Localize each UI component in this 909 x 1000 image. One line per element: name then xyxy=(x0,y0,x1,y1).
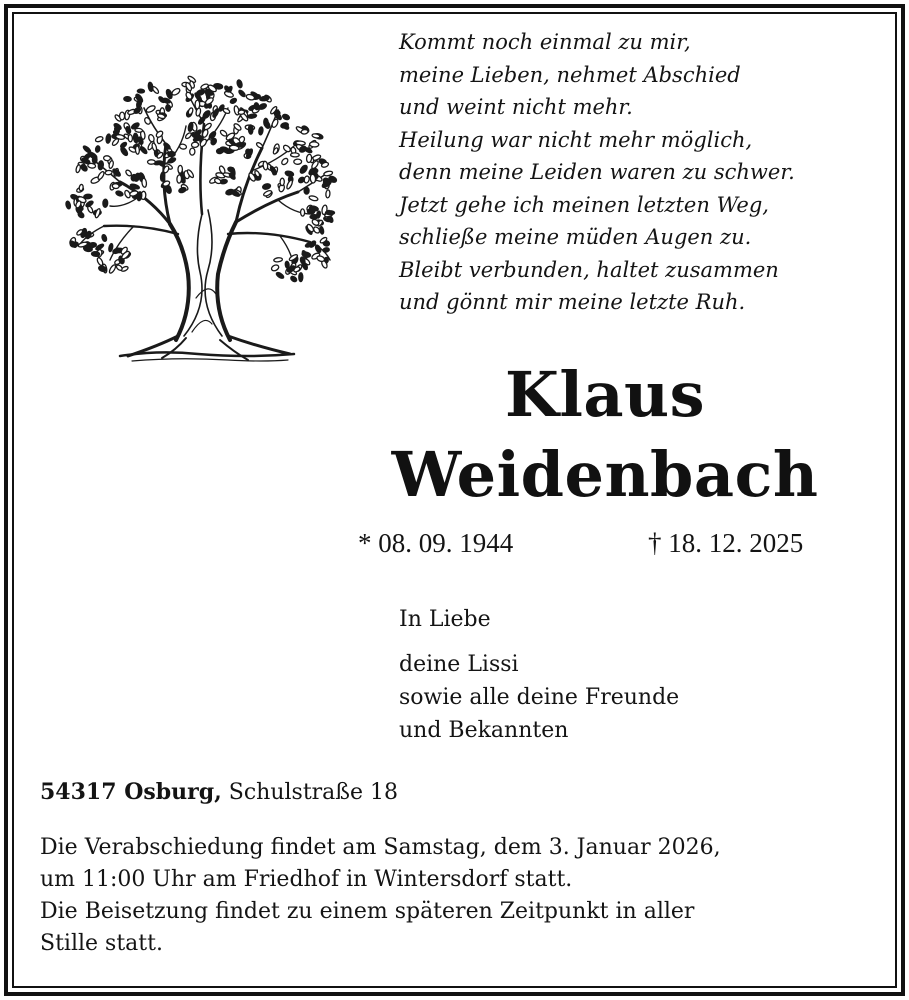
tree-leaf xyxy=(135,146,139,154)
tree-leaf xyxy=(120,146,129,156)
tree-leaf xyxy=(91,251,100,256)
tree-leaf xyxy=(105,170,113,175)
tree-leaf xyxy=(106,134,111,144)
tree-leaf xyxy=(290,275,298,283)
tree-leaf xyxy=(80,164,88,173)
tree-leaf xyxy=(103,156,110,161)
tree-leaf xyxy=(171,87,181,96)
tree-leaf xyxy=(151,143,157,152)
tree-leaf xyxy=(112,183,119,188)
tree-leaf xyxy=(95,136,104,143)
tree-leaf xyxy=(94,208,101,218)
tree-leaf xyxy=(185,132,193,140)
tree-leaf xyxy=(254,102,260,110)
poem-line: und weint nicht mehr. xyxy=(399,95,633,119)
tree-leaf xyxy=(286,179,294,189)
tree-leaf xyxy=(147,160,155,165)
tree-leaf xyxy=(179,144,187,150)
info-line: Stille statt. xyxy=(40,931,163,956)
tree-leaf xyxy=(301,129,308,134)
tree-leaf xyxy=(236,79,243,88)
tree-leaf xyxy=(275,271,284,279)
poem-line: denn meine Leiden waren zu schwer. xyxy=(399,160,795,184)
tree-leaf xyxy=(178,187,187,194)
info-line: Die Verabschiedung findet am Samstag, dem 3. Januar 2026, xyxy=(40,835,721,860)
tree-leaf xyxy=(120,112,125,120)
tree-leaf xyxy=(216,148,223,154)
tree-leaf xyxy=(191,142,198,148)
tree-leaf xyxy=(82,145,91,154)
tree-leaf xyxy=(299,164,309,174)
tree-leaf xyxy=(108,264,116,274)
tree-leaf xyxy=(285,170,295,177)
tree-leaf xyxy=(309,142,319,148)
mourner-line: deine Lissi xyxy=(399,652,519,677)
tree-leaf xyxy=(229,97,237,104)
info-line: Die Beisetzung findet zu einem späteren Zeitpunkt in aller xyxy=(40,899,695,924)
tree-leaf xyxy=(204,97,214,106)
tree-leaf xyxy=(281,157,289,166)
tree-leaf xyxy=(195,100,200,109)
tree-leaf xyxy=(139,146,148,155)
tree-leaf xyxy=(256,142,264,149)
tree-leaf xyxy=(87,163,95,169)
tree-leaf xyxy=(238,110,245,115)
first-name: Klaus xyxy=(504,358,706,431)
tree-leaf xyxy=(219,129,227,137)
poem-line: schließe meine müden Augen zu. xyxy=(399,225,752,249)
tree-leaf xyxy=(196,89,206,97)
tree-leaf xyxy=(263,161,268,170)
tree-leaf xyxy=(135,93,144,103)
tree-leaf xyxy=(148,134,155,143)
tree-leaf xyxy=(280,178,284,186)
tree-leaf xyxy=(75,164,81,173)
tree-leaf xyxy=(148,82,154,92)
tree-leaf xyxy=(291,153,300,157)
poem-line: Heilung war nicht mehr möglich, xyxy=(399,127,753,152)
poem-line: Jetzt gehe ich meinen letzten Weg, xyxy=(399,192,769,217)
tree-leaf xyxy=(98,161,104,171)
tree-leaf xyxy=(326,211,335,215)
tree-leaf xyxy=(115,190,123,197)
tree-leaf xyxy=(294,159,302,164)
tree-leaf xyxy=(307,209,315,215)
tree-leaf xyxy=(304,187,309,194)
tree-leaf xyxy=(168,151,175,156)
tree-leaf xyxy=(274,257,283,262)
tree-leaf xyxy=(271,264,280,272)
last-name: Weidenbach xyxy=(391,438,819,511)
death-date: † 18. 12. 2025 xyxy=(648,528,804,558)
tree-leaf xyxy=(112,247,121,254)
address-street: Schulstraße 18 xyxy=(228,780,398,805)
tree-leaf xyxy=(177,175,182,183)
tree-leaf xyxy=(178,165,183,173)
tree-leaf xyxy=(236,142,245,147)
tree-leaf xyxy=(83,153,92,162)
tree-leaf xyxy=(282,144,291,153)
tree-leaf xyxy=(316,255,325,262)
tree-leaf xyxy=(238,89,246,97)
tree-leaf xyxy=(282,113,291,120)
poem-line: und gönnt mir meine letzte Ruh. xyxy=(399,290,746,314)
poem-line: Kommt noch einmal zu mir, xyxy=(399,30,691,54)
tree-leaf xyxy=(137,89,144,93)
mourners-list xyxy=(399,648,679,747)
tree-leaf xyxy=(124,97,132,102)
tree-leaf xyxy=(128,134,133,141)
tree-leaf xyxy=(258,127,263,135)
tree-leaf xyxy=(260,96,270,101)
info-line: um 11:00 Uhr am Friedhof in Wintersdorf statt. xyxy=(40,867,573,892)
tree-leaf xyxy=(316,211,321,219)
tree-leaf xyxy=(209,131,217,140)
tree-leaf xyxy=(271,118,279,128)
tree-leaf xyxy=(306,154,312,163)
tree-leaf xyxy=(115,264,123,271)
tree-leaf xyxy=(167,157,176,164)
tree-leaf xyxy=(95,145,100,152)
tree-leaf xyxy=(79,184,84,191)
tree-leaf xyxy=(248,114,257,119)
mourner-line: sowie alle deine Freunde xyxy=(399,685,680,710)
tree-leaf xyxy=(145,104,156,113)
tree-leaf xyxy=(326,190,331,198)
mourner-line: und Bekannten xyxy=(399,718,569,743)
tree-leaf xyxy=(262,183,271,190)
tree-leaf xyxy=(125,169,133,177)
poem-line: meine Lieben, nehmet Abschied xyxy=(399,62,741,87)
tree-leaf xyxy=(264,118,269,127)
tree-leaf xyxy=(299,273,303,282)
tree-leaf xyxy=(309,195,319,201)
address xyxy=(40,779,398,805)
tree-leaf xyxy=(310,174,316,183)
tree-leaf xyxy=(248,125,253,134)
mourning-intro: In Liebe xyxy=(399,607,491,632)
address-city: 54317 Osburg, xyxy=(40,779,222,805)
tree-leaf xyxy=(323,247,330,252)
tree-leaf xyxy=(319,226,324,234)
tree-leaf xyxy=(189,148,195,155)
poem xyxy=(399,26,795,319)
tree-leaf xyxy=(314,244,321,253)
tree-leaf xyxy=(111,138,119,147)
tree-leaf xyxy=(65,201,71,210)
tree-leaf xyxy=(301,209,305,216)
tree-leaf xyxy=(103,199,108,207)
birth-date: * 08. 09. 1944 xyxy=(358,528,514,558)
tree-leaf xyxy=(165,105,170,112)
tree-leaf xyxy=(97,171,105,181)
tree-leaf xyxy=(188,107,194,115)
tree-icon xyxy=(58,74,348,374)
tree-leaf xyxy=(144,117,152,126)
tree-leaf xyxy=(214,177,222,184)
tree-leaf xyxy=(101,234,107,242)
poem-line: Bleibt verbunden, haltet zusammen xyxy=(399,257,779,282)
funeral-info xyxy=(40,832,721,960)
tree-leaf xyxy=(141,178,146,187)
tree-leaf xyxy=(77,211,85,219)
